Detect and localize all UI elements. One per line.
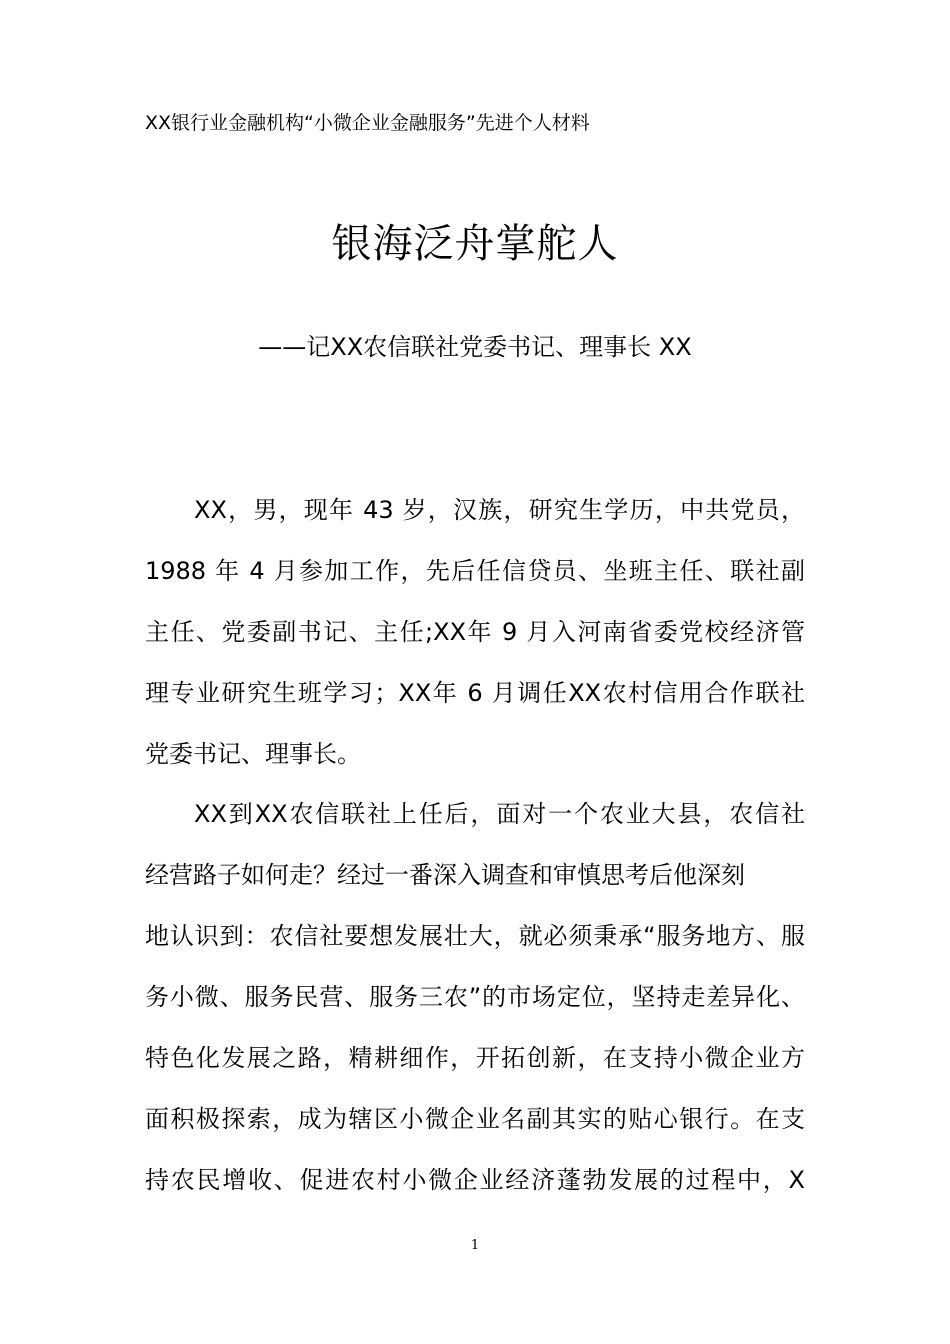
document-header: XX银行业金融机构“小微企业金融服务”先进个人材料: [145, 112, 590, 134]
paragraph-line: 地认识到：农信社要想发展壮大，就必须秉承“服务地方、服: [145, 922, 805, 951]
document-body: [145, 490, 805, 1221]
paragraph-line: 1988 年 4 月参加工作，先后任信贷员、坐班主任、联社副: [145, 556, 805, 585]
paragraph-line: 党委书记、理事长。: [145, 739, 361, 768]
page-number: 1: [470, 1238, 480, 1253]
paragraph-line: XX，男，现年 43 岁，汉族，研究生学历，中共党员，: [194, 496, 805, 524]
paragraph-line: XX到XX农信联社上任后，面对一个农业大县，农信社: [194, 800, 805, 829]
paragraph-line: 特色化发展之路，精耕细作，开拓创新，在支持小微企业方: [145, 1044, 805, 1073]
document-title: 银海泛舟掌舵人: [331, 221, 619, 267]
document-subtitle: ——记XX农信联社党委书记、理事长 XX: [258, 333, 692, 361]
paragraph-line: 面积极探索，成为辖区小微企业名副其实的贴心银行。在支: [145, 1104, 805, 1133]
paragraph-line: 理专业研究生班学习；XX年 6 月调任XX农村信用合作联社: [145, 678, 805, 707]
paragraph-line: 务小微、服务民营、服务三农”的市场定位，坚持走差异化、: [145, 983, 805, 1012]
paragraph-line: 经营路子如何走？经过一番深入调查和审慎思考后他深刻: [145, 861, 745, 890]
paragraph-line: 持农民增收、促进农村小微企业经济蓬勃发展的过程中，X: [145, 1165, 805, 1194]
paragraph-line: 主任、党委副书记、主任;XX年 9 月入河南省委党校经济管: [145, 617, 805, 646]
